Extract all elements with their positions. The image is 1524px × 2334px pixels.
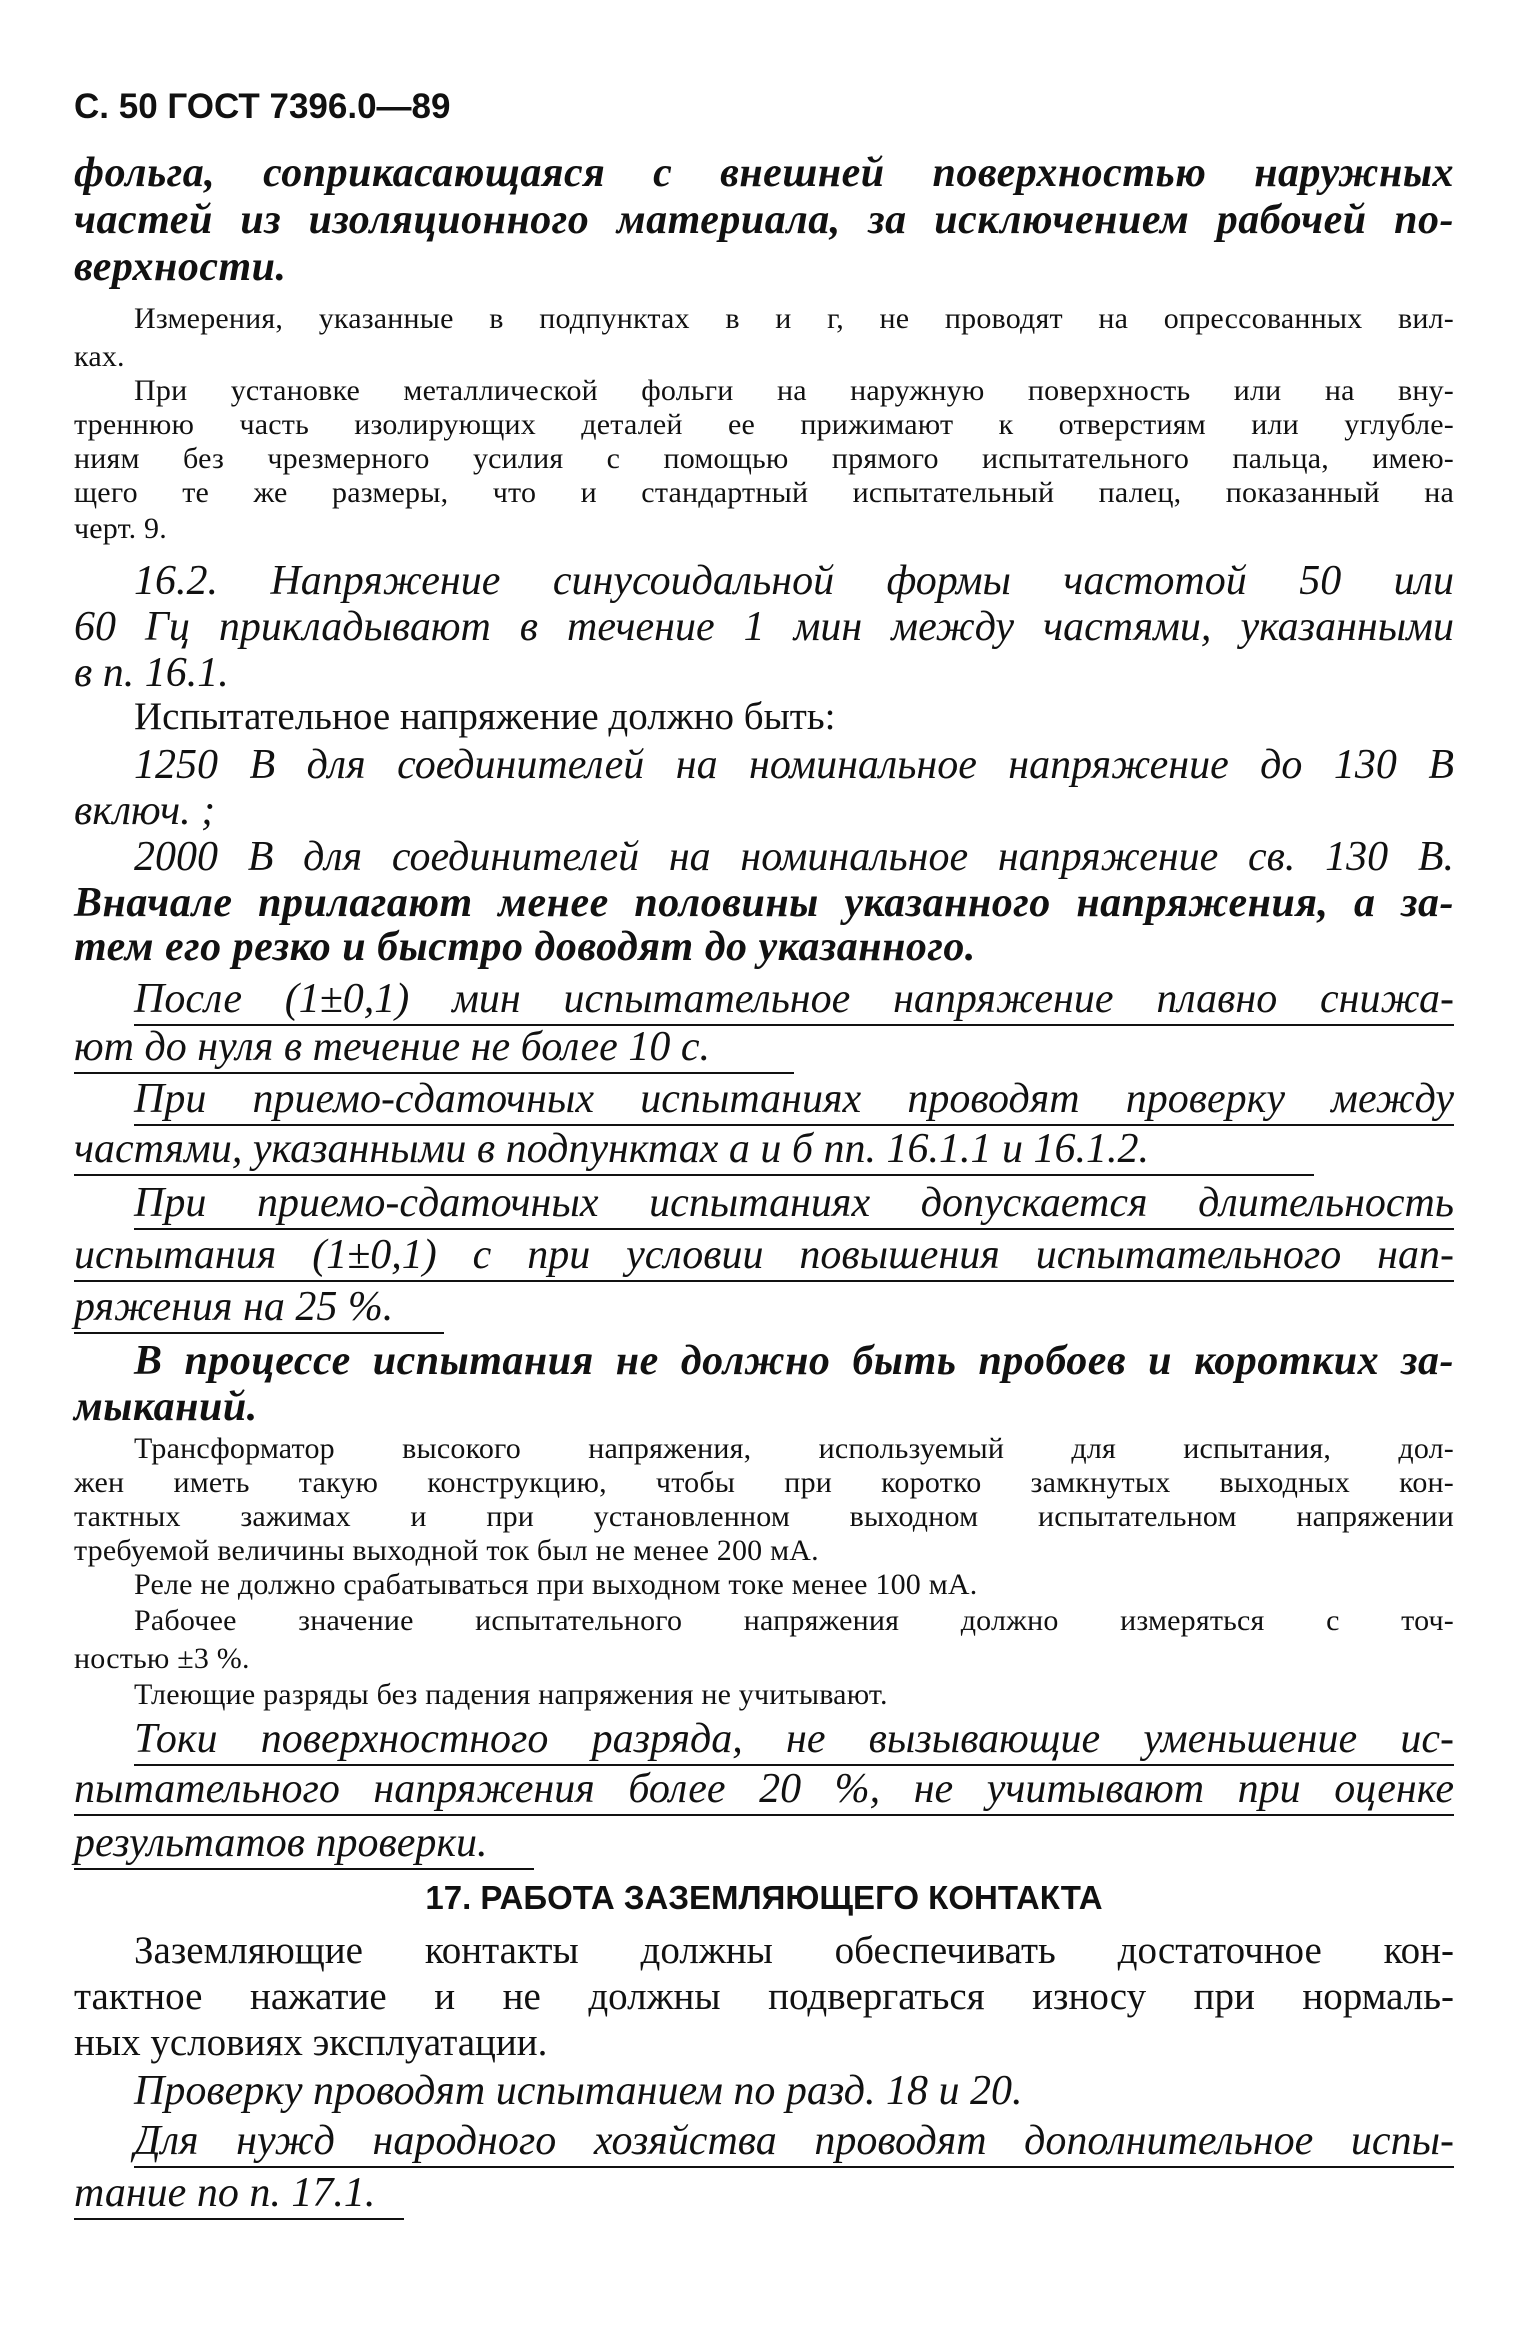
underlined-line: ют до нуля в течение не более 10 с. xyxy=(74,1024,794,1070)
text-line: Рабочее значение испытательного напряжения должно измеряться с точ- xyxy=(134,1604,1454,1637)
text-line: верхности. xyxy=(74,244,287,290)
text-line: черт. 9. xyxy=(74,512,167,545)
text-line: жен иметь такую конструкцию, чтобы при коротко замкнутых выходных кон- xyxy=(74,1466,1454,1499)
text-line: фольга, соприкасающаяся с внешней поверхностью наружных xyxy=(74,150,1454,196)
section-heading: 17. РАБОТА ЗАЗЕМЛЯЮЩЕГО КОНТАКТА xyxy=(425,1879,1103,1916)
text-line: мыканий. xyxy=(74,1384,258,1430)
underlined-line: При приемо-сдаточных испытаниях допускается длительность xyxy=(134,1180,1454,1226)
text-line: тактных зажимах и при установленном выходном испытательном напряжении xyxy=(74,1500,1454,1533)
text-line: Заземляющие контакты должны обеспечивать достаточное кон- xyxy=(134,1929,1454,1972)
text-line: Проверку проводят испытанием по разд. 18 и 20. xyxy=(134,2068,1023,2114)
text-line: Вначале прилагают менее половины указанного напряжения, а за- xyxy=(74,880,1454,926)
underlined-line: Токи поверхностного разряда, не вызывающие уменьшение ис- xyxy=(134,1716,1454,1762)
text-line: Трансформатор высокого напряжения, используемый для испытания, дол- xyxy=(134,1432,1454,1465)
text-line: в п. 16.1. xyxy=(74,650,229,696)
text-line: ках. xyxy=(74,340,125,373)
text-line: Реле не должно срабатываться при выходном токе менее 100 мА. xyxy=(134,1568,978,1601)
underlined-line: ряжения на 25 %. xyxy=(74,1284,444,1330)
text-line: требуемой величины выходной ток был не менее 200 мА. xyxy=(74,1534,819,1567)
text-line: Тлеющие разряды без падения напряжения не учитывают. xyxy=(134,1678,888,1711)
underlined-line: Для нужд народного хозяйства проводят дополнительное испы- xyxy=(134,2118,1454,2164)
page-header: С. 50 ГОСТ 7396.0—89 xyxy=(74,87,451,126)
text-line: ностью ±3 %. xyxy=(74,1642,250,1675)
text-line: Испытательное напряжение должно быть: xyxy=(134,695,836,738)
text-line: 1250 В для соединителей на номинальное напряжение до 130 В xyxy=(134,742,1454,788)
underlined-line: После (1±0,1) мин испытательное напряжение плавно снижа- xyxy=(134,976,1454,1022)
text-line: частей из изоляционного материала, за исключением рабочей по- xyxy=(74,197,1454,243)
text-line: щего те же размеры, что и стандартный испытательный палец, показанный на xyxy=(74,476,1454,509)
text-line: При установке металлической фольги на наружную поверхность или на вну- xyxy=(134,374,1454,407)
text-line: тем его резко и быстро доводят до указанного. xyxy=(74,924,976,970)
text-line: ниям без чрезмерного усилия с помощью прямого испытательного пальца, имею- xyxy=(74,442,1454,475)
underlined-line: При приемо-сдаточных испытаниях проводят проверку между xyxy=(134,1076,1454,1122)
underlined-line: частями, указанными в подпунктах а и б пп. 16.1.1 и 16.1.2. xyxy=(74,1126,1314,1172)
text-line: В процессе испытания не должно быть пробоев и коротких за- xyxy=(134,1338,1454,1384)
text-line: 16.2. Напряжение синусоидальной формы частотой 50 или xyxy=(134,558,1454,604)
text-line: 2000 В для соединителей на номинальное напряжение св. 130 В. xyxy=(134,834,1454,880)
text-line: 60 Гц прикладывают в течение 1 мин между частями, указанными xyxy=(74,604,1454,650)
text-line: тактное нажатие и не должны подвергаться износу при нормаль- xyxy=(74,1975,1454,2018)
underlined-line: результатов проверки. xyxy=(74,1820,534,1866)
underlined-line: испытания (1±0,1) с при условии повышения испытательного нап- xyxy=(74,1232,1454,1278)
text-line: Измерения, указанные в подпунктах в и г, не проводят на опрессованных вил- xyxy=(134,302,1454,335)
underlined-line: тание по п. 17.1. xyxy=(74,2170,404,2216)
underlined-line: пытательного напряжения более 20 %, не учитывают при оценке xyxy=(74,1766,1454,1812)
text-line: ных условиях эксплуатации. xyxy=(74,2021,548,2064)
text-line: включ. ; xyxy=(74,788,216,834)
text-line: треннюю часть изолирующих деталей ее прижимают к отверстиям или углубле- xyxy=(74,408,1454,441)
